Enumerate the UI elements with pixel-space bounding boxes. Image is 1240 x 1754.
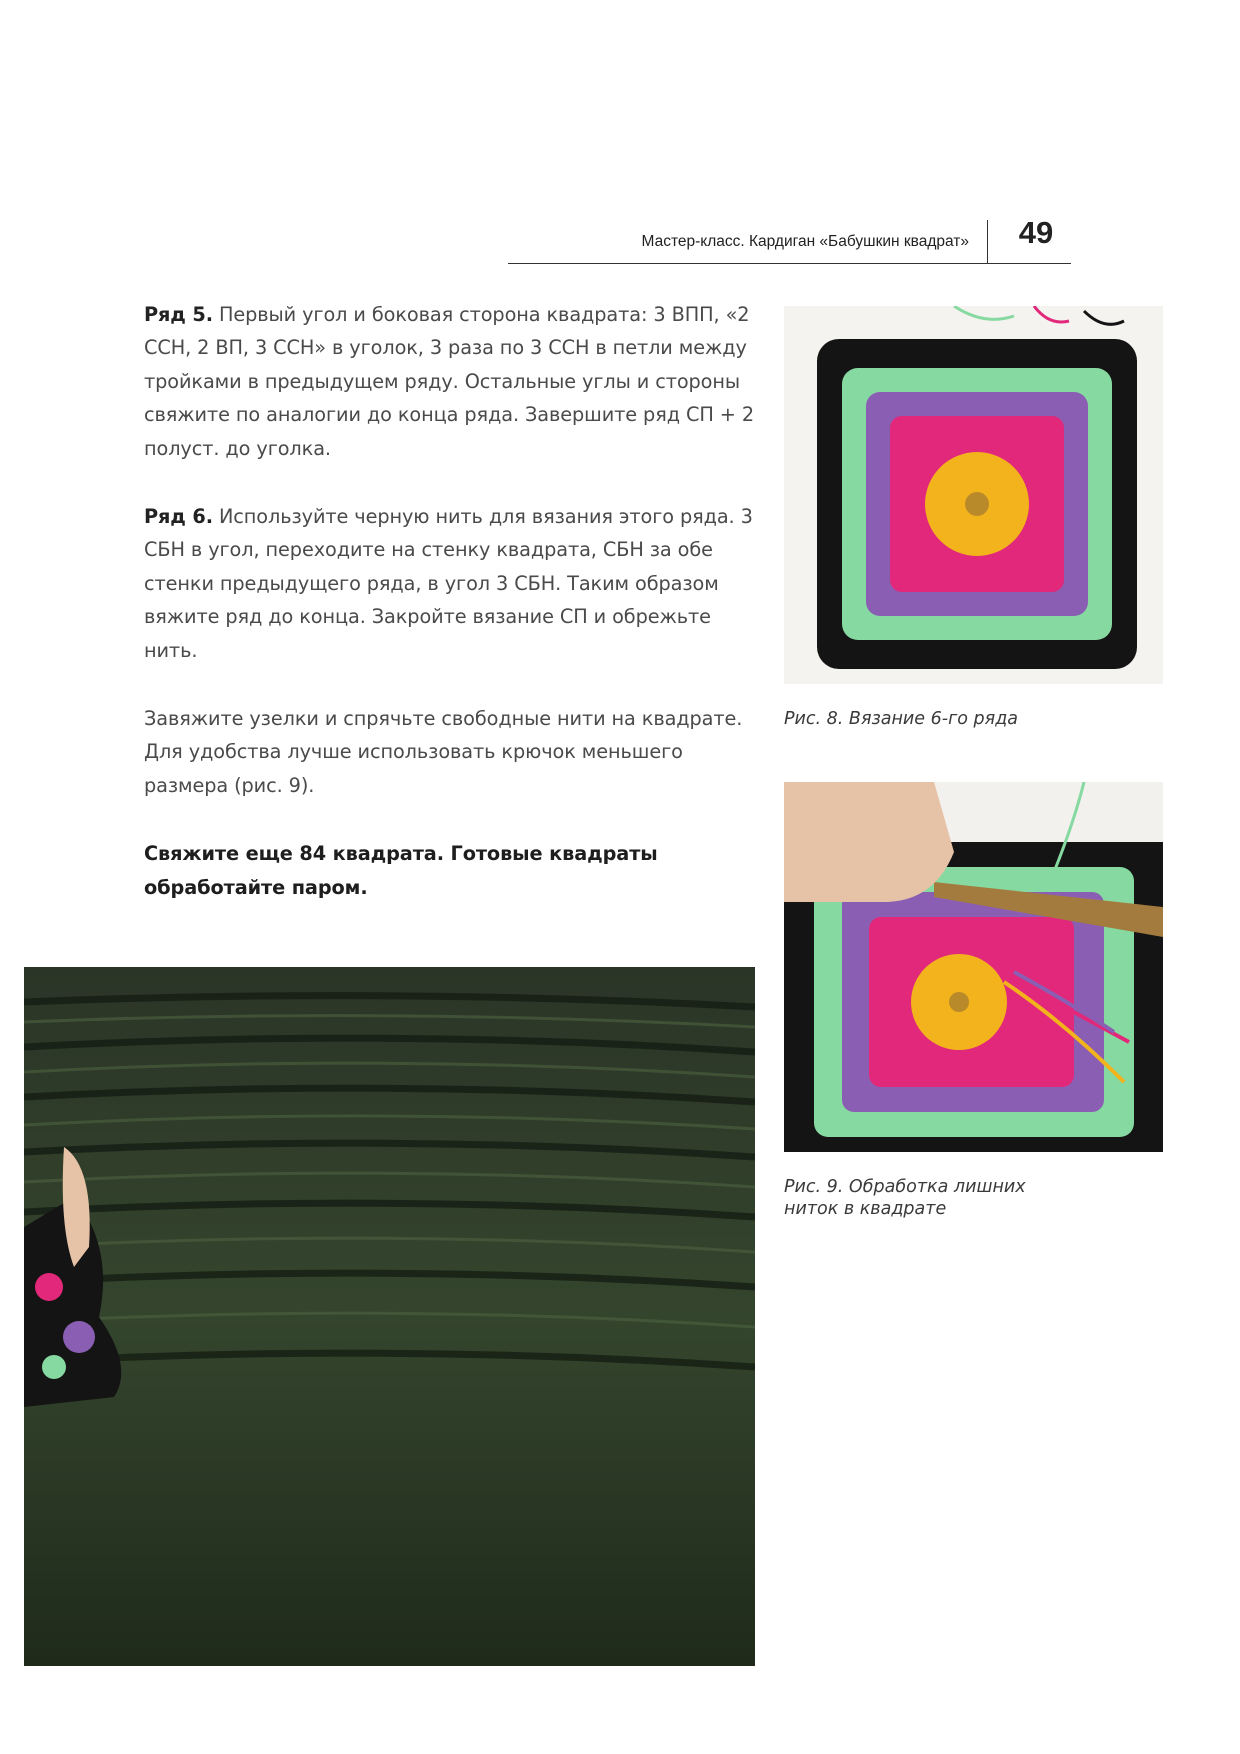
figure-9 xyxy=(784,782,1163,1220)
caption-line: Рис. 9. Обработка лишних xyxy=(784,1177,1026,1197)
page-number: 49 xyxy=(1018,215,1054,250)
figure-8-caption: Рис. 8. Вязание 6-го ряда xyxy=(784,709,1019,729)
tea-field-photo xyxy=(24,967,755,1666)
paragraph-finishing xyxy=(144,702,754,802)
weaving-ends-photo xyxy=(784,782,1163,1152)
granny-square-photo xyxy=(784,306,1163,684)
paragraph-lead: Ряд 6. xyxy=(144,505,213,529)
figure-8 xyxy=(784,306,1163,730)
paragraph-lead: Ряд 5. xyxy=(144,303,213,326)
header-rule xyxy=(508,263,1071,264)
header-separator xyxy=(987,220,988,264)
closing-instruction: Свяжите еще 84 квадрата. Готовые квадраты обработайте паром. xyxy=(144,842,658,899)
caption-line: ниток в квадрате xyxy=(784,1199,947,1219)
paragraph-body: Первый угол и боковая сторона квадрата: 3 ВПП, «2 ССН, 2 ВП, 3 ССН» в уголок, 3 раза по 3 ССН в петли между тройками в предыдущем ряду. Остальные углы и стороны свяжите по аналогии до конца ряда. Завершите ряд СП + 2 полуст. до уголка. xyxy=(144,303,754,460)
paragraph-row-6 xyxy=(144,500,754,667)
running-title: Мастер-класс. Кардиган «Бабушкин квадрат» xyxy=(641,233,969,250)
body-text xyxy=(144,298,754,939)
running-header xyxy=(508,215,1071,264)
paragraph-body: Завяжите узелки и спрячьте свободные нити на квадрате. Для удобства лучше использовать крючок меньшего размера (рис. 9). xyxy=(144,707,743,797)
paragraph-row-5 xyxy=(144,298,754,465)
paragraph-body: Используйте черную нить для вязания этого ряда. 3 СБН в угол, переходите на стенку квадрата, СБН за обе стенки предыдущего ряда, в угол 3 СБН. Таким образом вяжите ряд до конца. Закройте вязание СП и обрежьте нить. xyxy=(144,505,753,662)
figure-9-caption xyxy=(784,1176,1163,1220)
